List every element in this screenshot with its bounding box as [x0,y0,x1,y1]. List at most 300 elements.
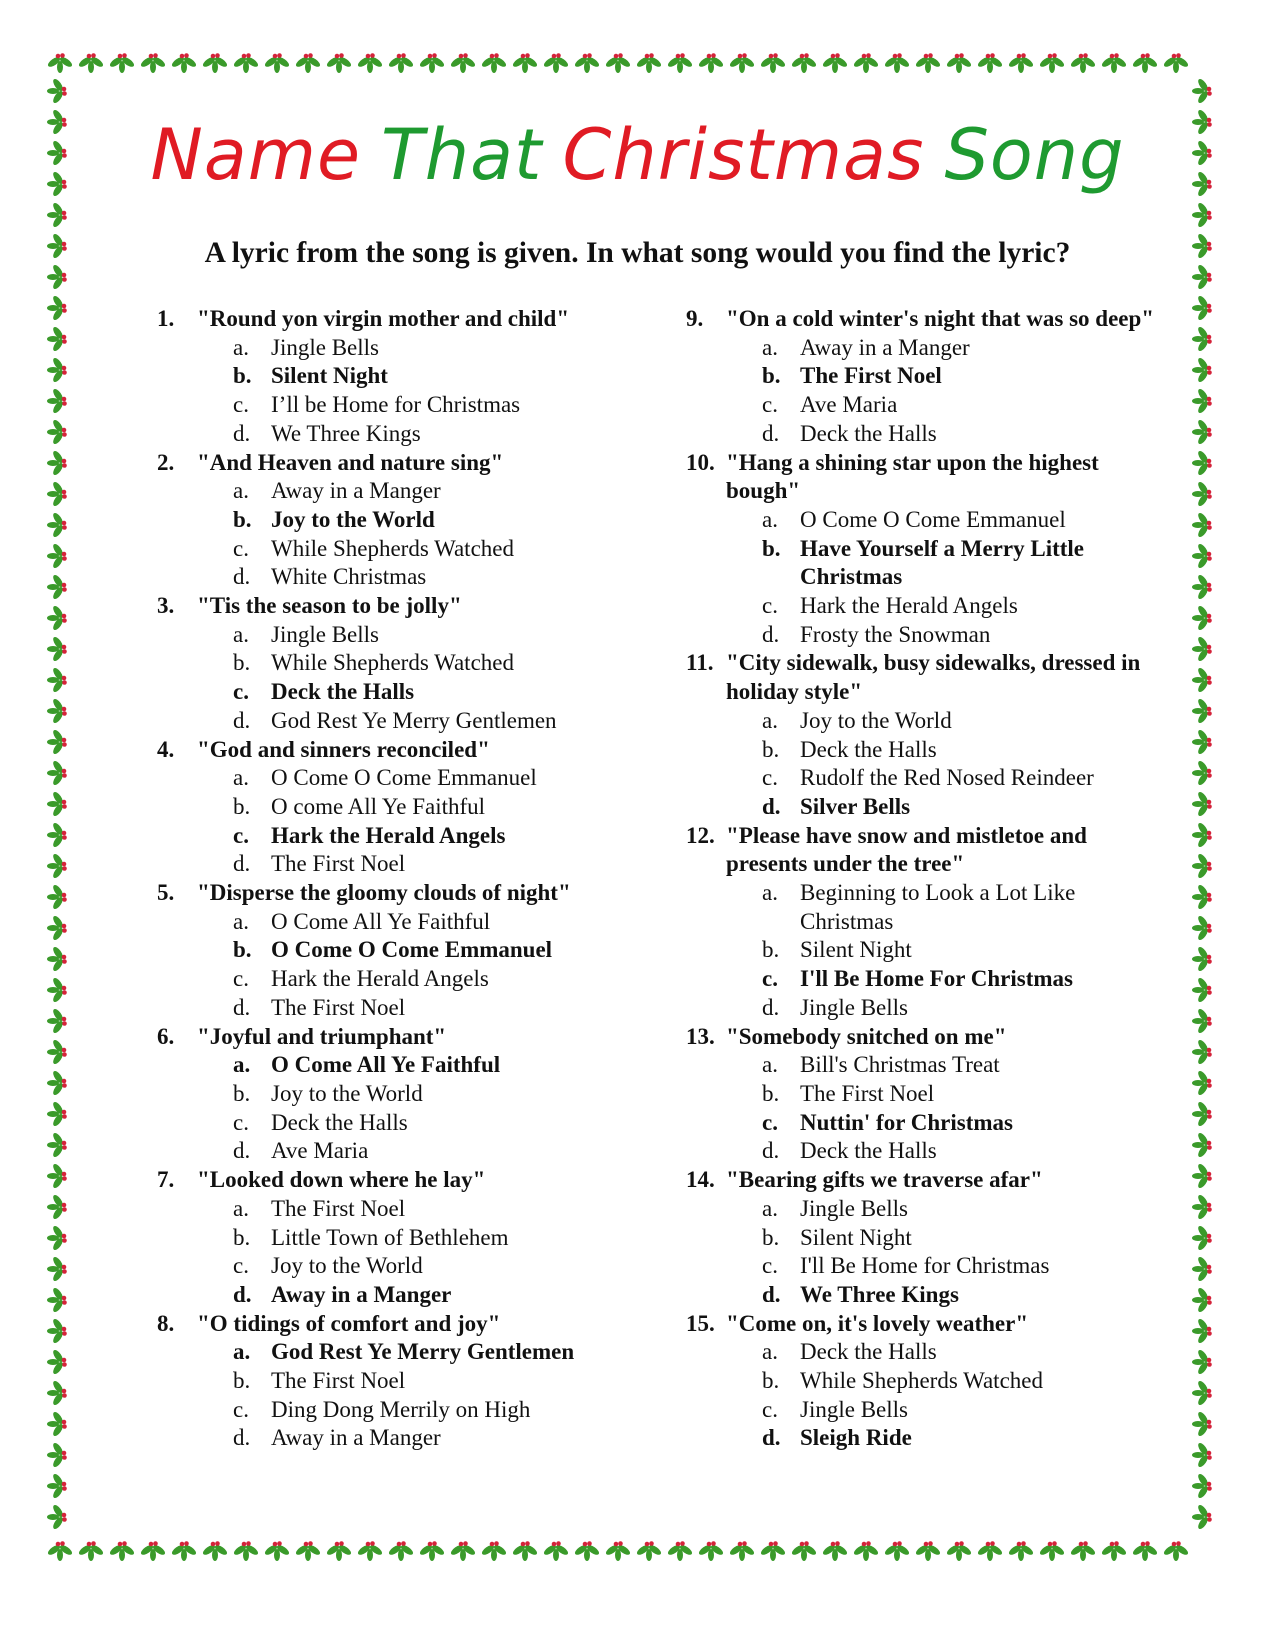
holly-sprig-icon [542,1541,569,1561]
option-letter: a. [233,1195,249,1221]
option-letter: c. [233,1253,249,1279]
holly-sprig-icon [47,573,67,600]
option-letter: d. [762,1425,781,1451]
holly-sprig-icon [232,53,259,73]
option-letter: b. [762,535,781,561]
option-text: Away in a Manger [271,478,441,504]
holly-sprig-icon [47,883,67,910]
answer-option [233,850,637,879]
holly-sprig-icon [1131,1541,1158,1561]
answer-option [233,1396,637,1425]
answer-option [762,1137,1166,1166]
option-letter: c. [762,392,778,418]
holly-sprig-icon [666,53,693,73]
answer-option-correct [233,1051,637,1080]
option-letter: a. [762,880,778,906]
option-letter: a. [233,334,249,360]
answer-option [762,736,1166,765]
option-text: Ave Maria [271,1138,369,1164]
holly-sprig-icon [1192,759,1212,786]
option-letter: b. [233,937,252,963]
holly-sprig-icon [449,53,476,73]
option-text: Joy to the World [800,707,952,733]
question-number: 15. [686,1310,715,1336]
question-lyric: "Somebody snitched on me" [726,1023,1007,1049]
holly-sprig-icon [263,53,290,73]
question-header [686,305,1166,334]
holly-sprig-icon [1100,1541,1127,1561]
holly-sprig-icon [139,53,166,73]
question-number: 12. [686,822,715,848]
question-header [157,879,637,908]
holly-sprig-icon [697,1541,724,1561]
option-letter: a. [762,1195,778,1221]
question-12 [686,822,1166,1023]
holly-sprig-icon [728,53,755,73]
option-text: God Rest Ye Merry Gentlemen [271,707,557,733]
option-letter: c. [233,679,249,705]
question-number: 9. [686,306,704,331]
holly-sprig-icon [47,1441,67,1468]
question-header [686,1166,1166,1195]
holly-sprig-icon [47,387,67,414]
holly-sprig-icon [1192,1503,1212,1530]
option-letter: d. [762,1138,780,1164]
option-text: Deck the Halls [800,736,937,762]
answer-option [762,1224,1166,1253]
option-text: We Three Kings [800,1281,959,1307]
holly-sprig-icon [263,1541,290,1561]
holly-sprig-icon [47,1069,67,1096]
holly-sprig-icon [480,53,507,73]
answer-option [233,1252,637,1281]
holly-sprig-icon [1192,201,1212,228]
option-text: I'll Be Home For Christmas [800,966,1073,992]
holly-sprig-icon [604,1541,631,1561]
option-letter: a. [233,1052,251,1078]
holly-sprig-icon [47,697,67,724]
answer-option-correct [762,535,1166,592]
holly-sprig-icon [1192,1224,1212,1251]
holly-sprig-icon [108,53,135,73]
option-letter: b. [762,1224,780,1250]
holly-sprig-icon [852,53,879,73]
answer-option [233,1137,637,1166]
option-letter: a. [762,334,778,360]
answer-option [762,994,1166,1023]
question-2 [157,449,637,593]
holly-sprig-icon [47,1007,67,1034]
holly-sprig-icon [47,1255,67,1282]
option-text: Deck the Halls [271,1109,408,1135]
holly-sprig-icon [1192,1410,1212,1437]
holly-sprig-icon [47,821,67,848]
question-lyric: "Bearing gifts we traverse afar" [726,1167,1043,1193]
option-letter: b. [762,937,780,963]
answer-option-correct [762,793,1166,822]
holly-sprig-icon [1162,1541,1189,1561]
option-letter: b. [233,793,251,819]
question-lyric: "God and sinners reconciled" [197,736,490,762]
option-letter: c. [233,392,249,418]
holly-sprig-icon [1192,604,1212,631]
question-number: 7. [157,1167,175,1193]
option-letter: b. [233,1224,251,1250]
holly-sprig-icon [914,1541,941,1561]
holly-sprig-icon [1192,573,1212,600]
option-letter: d. [233,420,251,446]
option-letter: d. [762,793,781,819]
holly-sprig-icon [47,1348,67,1375]
answer-option [233,764,637,793]
questions-column-right [686,305,1166,1453]
option-text: I'll Be Home for Christmas [800,1253,1050,1279]
holly-sprig-icon [47,914,67,941]
option-letter: a. [233,1339,251,1365]
option-text: O Come O Come Emmanuel [271,765,537,791]
holly-sprig-icon [914,53,941,73]
holly-sprig-icon [77,53,104,73]
option-letter: a. [762,707,778,733]
holly-sprig-icon [47,1317,67,1344]
holly-sprig-icon [1192,728,1212,755]
question-lyric: "O tidings of comfort and joy" [197,1310,501,1336]
holly-sprig-icon [325,1541,352,1561]
answer-option [762,1080,1166,1109]
answer-option [762,621,1166,650]
option-letter: d. [233,994,251,1020]
holly-sprig-icon [1192,1069,1212,1096]
option-text: We Three Kings [271,420,421,446]
holly-sprig-icon [1192,1472,1212,1499]
holly-sprig-icon [47,1038,67,1065]
title-word-song: Song [944,114,1125,196]
answer-option [762,391,1166,420]
question-11 [686,649,1166,821]
answer-option [233,649,637,678]
holly-sprig-icon [790,53,817,73]
holly-sprig-icon [883,1541,910,1561]
option-letter: a. [233,621,249,647]
option-letter: a. [233,478,249,504]
holly-sprig-icon [1192,821,1212,848]
option-text: Silent Night [271,363,388,389]
answer-option [762,1338,1166,1367]
option-text: Away in a Manger [271,1281,452,1307]
answer-option [233,1224,637,1253]
holly-sprig-icon [47,418,67,445]
holly-sprig-icon [976,53,1003,73]
question-lyric: "Please have snow and mistletoe and presents under the tree" [726,822,1087,877]
holly-sprig-icon [1192,325,1212,352]
answer-option [762,334,1166,363]
option-text: The First Noel [800,363,942,389]
answer-option-correct [233,362,637,391]
holly-sprig-icon [790,1541,817,1561]
holly-sprig-icon [47,542,67,569]
holly-sprig-icon [480,1541,507,1561]
option-letter: c. [762,765,778,791]
holly-sprig-icon [232,1541,259,1561]
holly-sprig-icon [1192,1193,1212,1220]
holly-sprig-icon [294,53,321,73]
holly-sprig-icon [47,666,67,693]
holly-sprig-icon [47,945,67,972]
answer-option [762,764,1166,793]
question-lyric: "Disperse the gloomy clouds of night" [197,880,571,906]
option-text: Have Yourself a Merry Little Christmas [800,535,1084,590]
holly-sprig-icon [47,604,67,631]
holly-sprig-icon [47,635,67,662]
option-text: Silent Night [800,1224,912,1250]
option-text: The First Noel [800,1080,935,1106]
answer-option-correct [762,1424,1166,1453]
option-letter: d. [233,1138,251,1164]
answer-option [233,994,637,1023]
option-letter: b. [762,1368,780,1394]
option-text: O Come All Ye Faithful [271,908,491,934]
answer-option [762,1051,1166,1080]
answer-option [233,1109,637,1138]
holly-sprig-icon [1162,53,1189,73]
question-header [686,649,1166,706]
holly-sprig-icon [1192,387,1212,414]
holly-sprig-icon [1192,1317,1212,1344]
holly-sprig-icon [77,1541,104,1561]
option-letter: c. [233,535,249,561]
holly-sprig-icon [356,1541,383,1561]
option-letter: b. [762,1080,780,1106]
holly-sprig-icon [356,53,383,73]
option-letter: d. [762,994,780,1020]
holly-sprig-icon [852,1541,879,1561]
answer-option [233,1080,637,1109]
question-number: 11. [686,650,714,676]
answer-option [233,420,637,449]
holly-sprig-icon [201,53,228,73]
option-letter: c. [762,593,778,619]
holly-sprig-icon [47,511,67,538]
holly-sprig-icon [883,53,910,73]
holly-sprig-icon [47,1503,67,1530]
holly-sprig-icon [945,1541,972,1561]
option-letter: d. [233,564,251,590]
holly-sprig-icon [821,1541,848,1561]
holly-sprig-icon [47,294,67,321]
holly-sprig-icon [294,1541,321,1561]
option-letter: b. [233,1368,251,1394]
holly-sprig-icon [47,1379,67,1406]
option-text: Silver Bells [800,793,911,819]
holly-sprig-icon [1192,1348,1212,1375]
option-text: Jingle Bells [271,621,379,647]
option-letter: b. [233,506,252,532]
holly-sprig-icon [47,1162,67,1189]
holly-sprig-icon [47,356,67,383]
option-letter: b. [762,363,781,389]
holly-sprig-icon [47,480,67,507]
question-lyric: "City sidewalk, busy sidewalks, dressed in holiday style" [726,650,1141,705]
holly-sprig-icon [1192,697,1212,724]
answer-option [233,535,637,564]
holly-sprig-icon [1192,852,1212,879]
holly-sprig-icon [1192,1038,1212,1065]
option-text: While Shepherds Watched [800,1368,1043,1394]
question-number: 13. [686,1023,715,1049]
answer-option [233,1424,637,1453]
option-text: God Rest Ye Merry Gentlemen [271,1339,575,1365]
option-letter: a. [233,765,249,791]
questions-column-left [157,305,637,1453]
holly-sprig-icon [170,53,197,73]
question-15 [686,1310,1166,1454]
option-letter: d. [762,1281,781,1307]
question-header [686,1023,1166,1052]
question-number: 3. [157,593,175,619]
option-letter: b. [762,736,780,762]
option-text: Little Town of Bethlehem [271,1224,509,1250]
question-lyric: "Tis the season to be jolly" [197,593,462,619]
holly-sprig-icon [1007,53,1034,73]
option-letter: c. [762,966,778,992]
option-text: Jingle Bells [271,334,379,360]
question-3 [157,592,637,736]
holly-sprig-icon [47,728,67,755]
holly-sprig-icon [47,201,67,228]
option-letter: c. [233,1109,249,1135]
answer-option [233,334,637,363]
answer-option [233,793,637,822]
holly-sprig-icon [573,53,600,73]
answer-option [233,908,637,937]
holly-sprig-icon [47,325,67,352]
holly-sprig-icon [573,1541,600,1561]
option-text: Deck the Halls [800,1339,937,1365]
holly-sprig-icon [47,976,67,1003]
holly-sprig-icon [139,1541,166,1561]
option-text: Hark the Herald Angels [271,966,489,992]
holly-sprig-icon [976,1541,1003,1561]
holly-sprig-icon [759,1541,786,1561]
holly-sprig-icon [697,53,724,73]
question-number: 2. [157,449,175,475]
question-header [686,1310,1166,1339]
holly-sprig-icon [47,77,67,104]
holly-sprig-icon [47,1224,67,1251]
option-letter: c. [762,1109,778,1135]
answer-option-correct [233,1338,637,1367]
holly-sprig-icon [1100,53,1127,73]
title-word-that: That [381,114,543,196]
option-text: Frosty the Snowman [800,621,991,647]
question-lyric: "Hang a shining star upon the highest bough" [726,449,1099,504]
holly-sprig-icon [1131,53,1158,73]
holly-sprig-icon [635,53,662,73]
holly-sprig-icon [1038,53,1065,73]
answer-option [762,420,1166,449]
question-header [157,1310,637,1339]
holly-sprig-icon [1192,1255,1212,1282]
option-text: Deck the Halls [271,679,415,705]
option-letter: c. [762,1396,778,1422]
question-number: 4. [157,736,175,762]
option-text: Jingle Bells [800,1195,908,1221]
holly-sprig-icon [1192,480,1212,507]
option-text: Rudolf the Red Nosed Reindeer [800,765,1094,791]
answer-option [233,707,637,736]
answer-option-correct [762,1281,1166,1310]
option-letter: d. [233,851,251,877]
answer-option [762,1252,1166,1281]
holly-sprig-icon [635,1541,662,1561]
question-lyric: "Joyful and triumphant" [197,1023,447,1049]
option-text: Bill's Christmas Treat [800,1052,1000,1078]
answer-option [233,477,637,506]
holly-sprig-icon [1069,53,1096,73]
answer-option [233,1195,637,1224]
option-text: The First Noel [271,994,406,1020]
question-lyric: "Come on, it's lovely weather" [726,1310,1029,1336]
option-text: White Christmas [271,564,427,590]
option-text: Jingle Bells [800,994,908,1020]
holly-sprig-icon [418,53,445,73]
holly-sprig-icon [1192,914,1212,941]
option-text: Ave Maria [800,392,898,418]
title-word-christmas: Christmas [562,114,925,196]
option-text: Away in a Manger [800,334,970,360]
holly-sprig-icon [1192,418,1212,445]
answer-option [762,1195,1166,1224]
option-text: O Come All Ye Faithful [271,1052,501,1078]
question-header [157,1023,637,1052]
holly-sprig-icon [759,53,786,73]
holly-sprig-icon [1192,1162,1212,1189]
question-number: 6. [157,1023,175,1049]
question-header [157,449,637,478]
question-lyric: "Round yon virgin mother and child" [197,306,570,331]
holly-sprig-icon [1192,635,1212,662]
question-10 [686,449,1166,650]
answer-option-correct [762,1109,1166,1138]
question-1 [157,305,637,449]
answer-option-correct [233,936,637,965]
holly-sprig-icon [108,1541,135,1561]
holly-sprig-icon [47,852,67,879]
holly-sprig-icon [46,1541,73,1561]
question-14 [686,1166,1166,1310]
question-header [157,736,637,765]
holly-sprig-icon [1192,1379,1212,1406]
option-letter: c. [233,966,249,992]
option-text: Sleigh Ride [800,1425,912,1451]
answer-option [762,879,1166,936]
option-letter: a. [762,1339,778,1365]
question-5 [157,879,637,1023]
holly-sprig-icon [47,449,67,476]
option-letter: a. [762,506,778,532]
question-13 [686,1023,1166,1167]
holly-sprig-icon [1192,976,1212,1003]
holly-sprig-icon [47,1410,67,1437]
instructions: A lyric from the song is given. In what song would you find the lyric? [204,237,1071,269]
answer-option-correct [762,362,1166,391]
holly-sprig-icon [666,1541,693,1561]
question-header [686,822,1166,879]
question-lyric: "And Heaven and nature sing" [197,449,504,475]
holly-sprig-icon [47,1193,67,1220]
page-title [0,110,1275,200]
option-text: Deck the Halls [800,1138,937,1164]
